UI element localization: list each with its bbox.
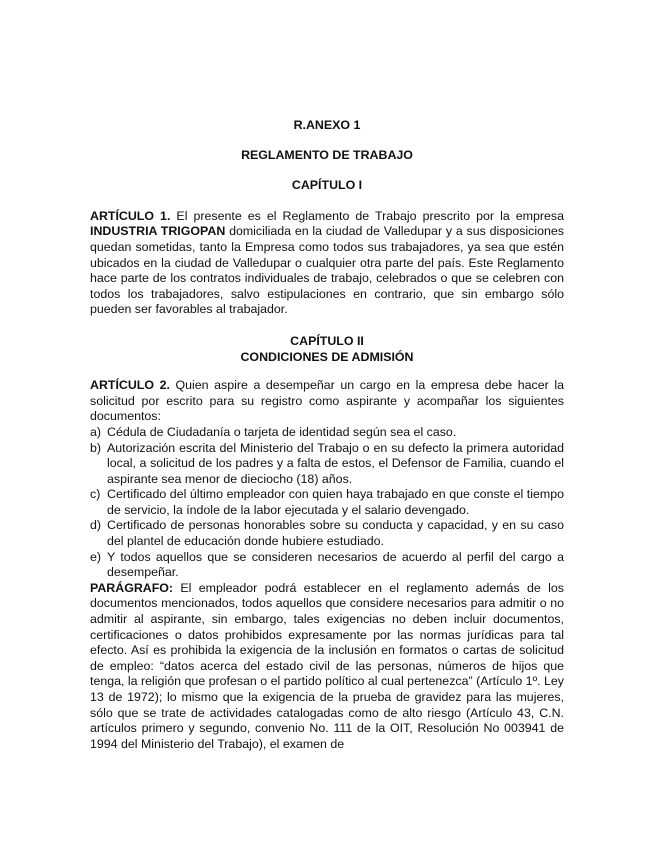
annex-title: R.ANEXO 1	[293, 118, 361, 132]
chapter-2-title: CAPÍTULO II	[290, 333, 364, 348]
article-1	[90, 209, 564, 318]
list-item	[90, 550, 564, 581]
article-2-text: Quien aspire a desempeñar un cargo en la empresa debe hacer la solicitud por escrito para su registro como aspirante y acompañar los siguientes documentos:	[90, 378, 564, 424]
list-item	[90, 425, 564, 441]
company-name: INDUSTRIA TRIGOPAN	[90, 224, 226, 239]
list-item	[90, 441, 564, 488]
list-item-text: Certificado del último empleador con quien haya trabajado en que conste el tiempo de servicio, la índole de la labor ejecutada y el salario devengado.	[107, 487, 564, 517]
paragrafo-text: El empleador podrá establecer en el reglamento además de los documentos mencionados, todos aquellos que considere necesarios para admitir o no admitir al aspirante, sin embargo, tales exigencias no deben incluir documentos, certificaciones o datos prohibidos expresamente por las normas jurídicas para tal efecto. Así es prohibida la exigencia de la inclusión en formatos o cartas de solicitud de empleo: “datos acerca del estado civil de las personas, números de hijos que tenga, la religión que profesan o el partido político al cual pertenezca” (Artículo 1º. Ley 13 de 1972); lo mismo que la exigencia de la prueba de gravidez para las mujeres, sólo que se trate de actividades catalogadas como de alto riesgo (Artículo 43, C.N. artículos primero y segundo, convenio No. 111 de la OIT, Resolución No 003941 de 1994 del Ministerio del Trabajo), el examen de	[90, 580, 564, 751]
regulation-title: REGLAMENTO DE TRABAJO	[241, 147, 413, 162]
article-1-label: ARTÍCULO 1.	[90, 208, 171, 223]
article-2	[90, 378, 564, 425]
list-marker: d)	[90, 518, 102, 533]
chapter-2-subtitle: CONDICIONES DE ADMISIÓN	[240, 349, 414, 364]
list-item-text: Autorización escrita del Ministerio del Trabajo o en su defecto la primera autoridad local, a solicitud de los padres y a falta de estos, el Defensor de Familia, cuando el aspirante sea menor de dieciocho (18) años.	[107, 440, 564, 486]
list-marker: e)	[90, 549, 102, 564]
paragrafo-label: PARÁGRAFO:	[90, 580, 174, 595]
article-2-label: ARTÍCULO 2.	[90, 378, 170, 393]
list-item-text: Certificado de personas honorables sobre su conducta y capacidad, y en su caso del plantel de educación donde hubiere estudiado.	[107, 518, 564, 549]
list-marker: c)	[90, 487, 101, 502]
list-marker: a)	[90, 424, 102, 439]
list-item	[90, 518, 564, 549]
chapter-1-title: CAPÍTULO I	[291, 178, 363, 193]
required-documents-list	[90, 425, 564, 581]
list-item-text: Y todos aquellos que se consideren necesarios de acuerdo al perfil del cargo a desempeñar.	[107, 549, 564, 580]
list-item-text: Cédula de Ciudadanía o tarjeta de identidad según sea el caso.	[107, 424, 457, 439]
list-item	[90, 487, 564, 518]
paragrafo	[90, 581, 564, 753]
chapter-2-heading	[90, 334, 564, 365]
article-1-text-b: domiciliada en la ciudad de Valledupar y a sus disposiciones quedan sometidas, tanto la Empresa como todos sus trabajadores, ya sea que estén ubicados en la ciudad de Valledupar o cualquier otra parte del país. Este Reglamento hace parte de los contratos individuales de trabajo, celebrados o que se celebren con todos los trabajadores, salvo estipulaciones en contrario, que sin embargo sólo pueden ser favorables al trabajador.	[90, 224, 564, 317]
list-marker: b)	[90, 440, 102, 455]
article-1-text-a: El presente es el Reglamento de Trabajo prescrito por la empresa	[170, 208, 564, 223]
document-body	[90, 118, 564, 752]
